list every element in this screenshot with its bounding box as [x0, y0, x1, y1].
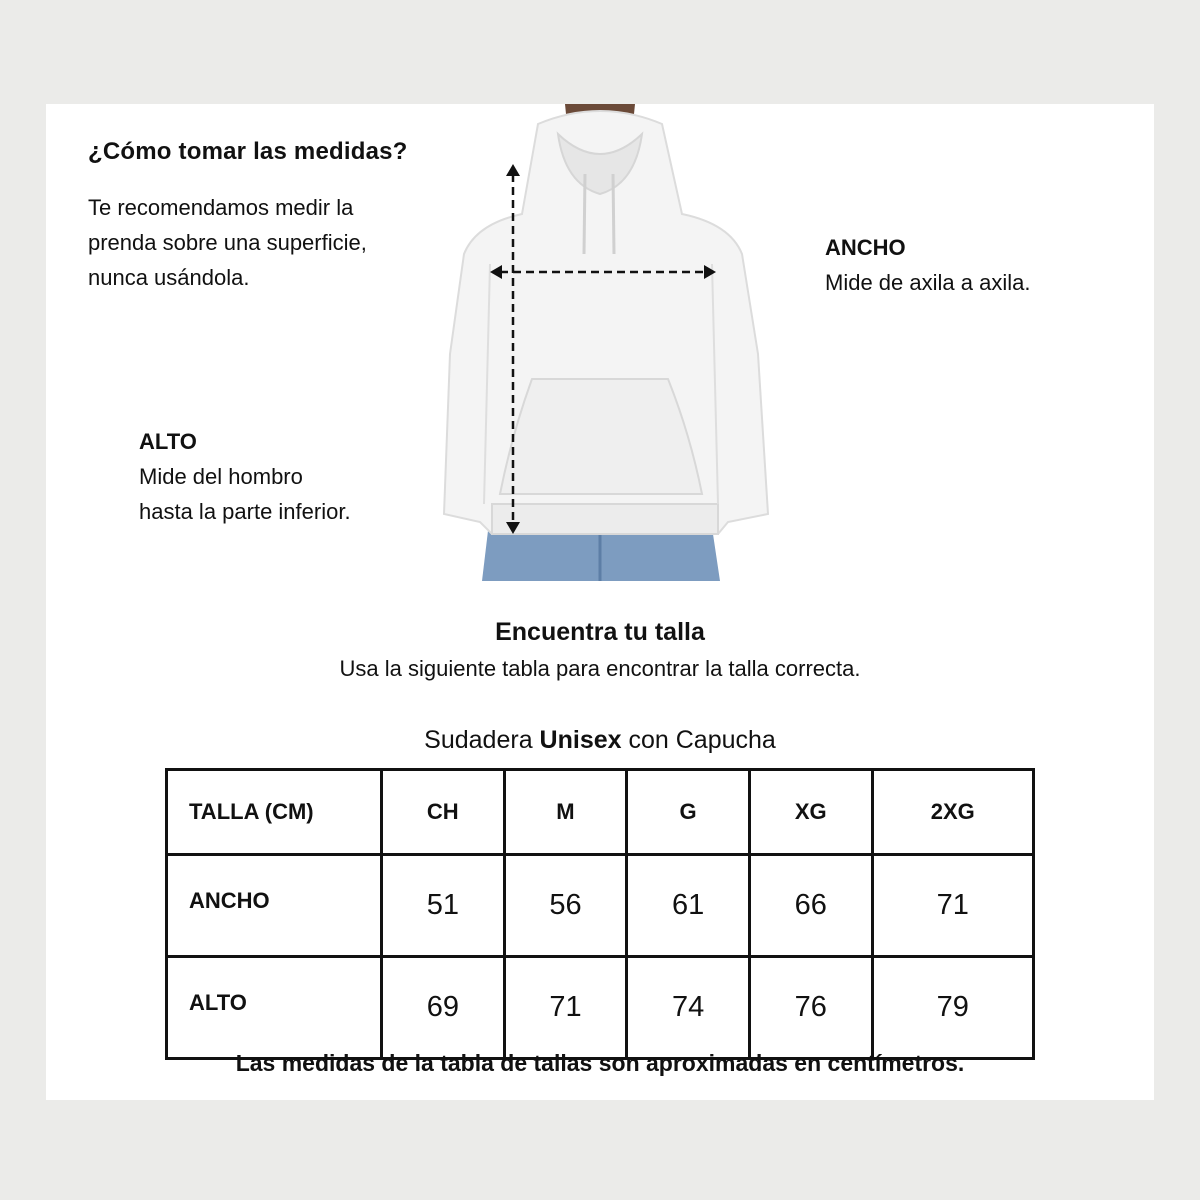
measurement-note: Las medidas de la tabla de tallas son aproximadas en centímetros.	[235, 1050, 965, 1076]
ancho-line: Mide de axila a axila.	[825, 270, 1031, 295]
row-label-cell: ANCHO	[167, 855, 382, 957]
table-row	[167, 855, 1034, 957]
how-to-measure-text	[88, 190, 428, 295]
table-title-bold: Unisex	[539, 726, 622, 754]
size-header-cell: 2XG	[872, 770, 1033, 855]
table-title-prefix: Sudadera	[424, 726, 540, 754]
value-cell: 79	[872, 957, 1033, 1059]
value-cell: 66	[749, 855, 872, 957]
size-header-cell: CH	[382, 770, 505, 855]
how-to-measure-title: ¿Cómo tomar las medidas?	[88, 138, 408, 165]
how-to-line: prenda sobre una superficie,	[88, 230, 367, 255]
alto-label: ALTO	[139, 429, 197, 454]
value-cell: 71	[872, 855, 1033, 957]
alto-line: hasta la parte inferior.	[139, 499, 351, 524]
value-cell: 56	[504, 855, 627, 957]
pocket-shape	[500, 379, 702, 494]
how-to-line: Te recomendamos medir la	[88, 195, 354, 220]
table-title	[0, 726, 1200, 755]
size-header-cell: M	[504, 770, 627, 855]
size-header-cell: XG	[749, 770, 872, 855]
value-cell: 51	[382, 855, 505, 957]
size-header-cell: G	[627, 770, 750, 855]
hoodie-model-icon	[420, 104, 780, 581]
size-table	[165, 768, 1035, 1060]
alto-description	[139, 424, 351, 529]
value-cell: 61	[627, 855, 750, 957]
ancho-label: ANCHO	[825, 235, 906, 260]
table-title-suffix: con Capucha	[621, 726, 776, 754]
how-to-line: nunca usándola.	[88, 265, 250, 290]
value-cell: 76	[749, 957, 872, 1059]
find-size-title: Encuentra tu talla	[495, 618, 705, 646]
alto-line: Mide del hombro	[139, 464, 303, 489]
table-row	[167, 957, 1034, 1059]
value-cell: 69	[382, 957, 505, 1059]
ancho-description	[825, 230, 1030, 300]
find-size-subtitle: Usa la siguiente tabla para encontrar la talla correcta.	[339, 656, 861, 681]
row-label-cell: ALTO	[167, 957, 382, 1059]
value-cell: 74	[627, 957, 750, 1059]
value-cell: 71	[504, 957, 627, 1059]
header-label-cell: TALLA (CM)	[167, 770, 382, 855]
table-header-row	[167, 770, 1034, 855]
